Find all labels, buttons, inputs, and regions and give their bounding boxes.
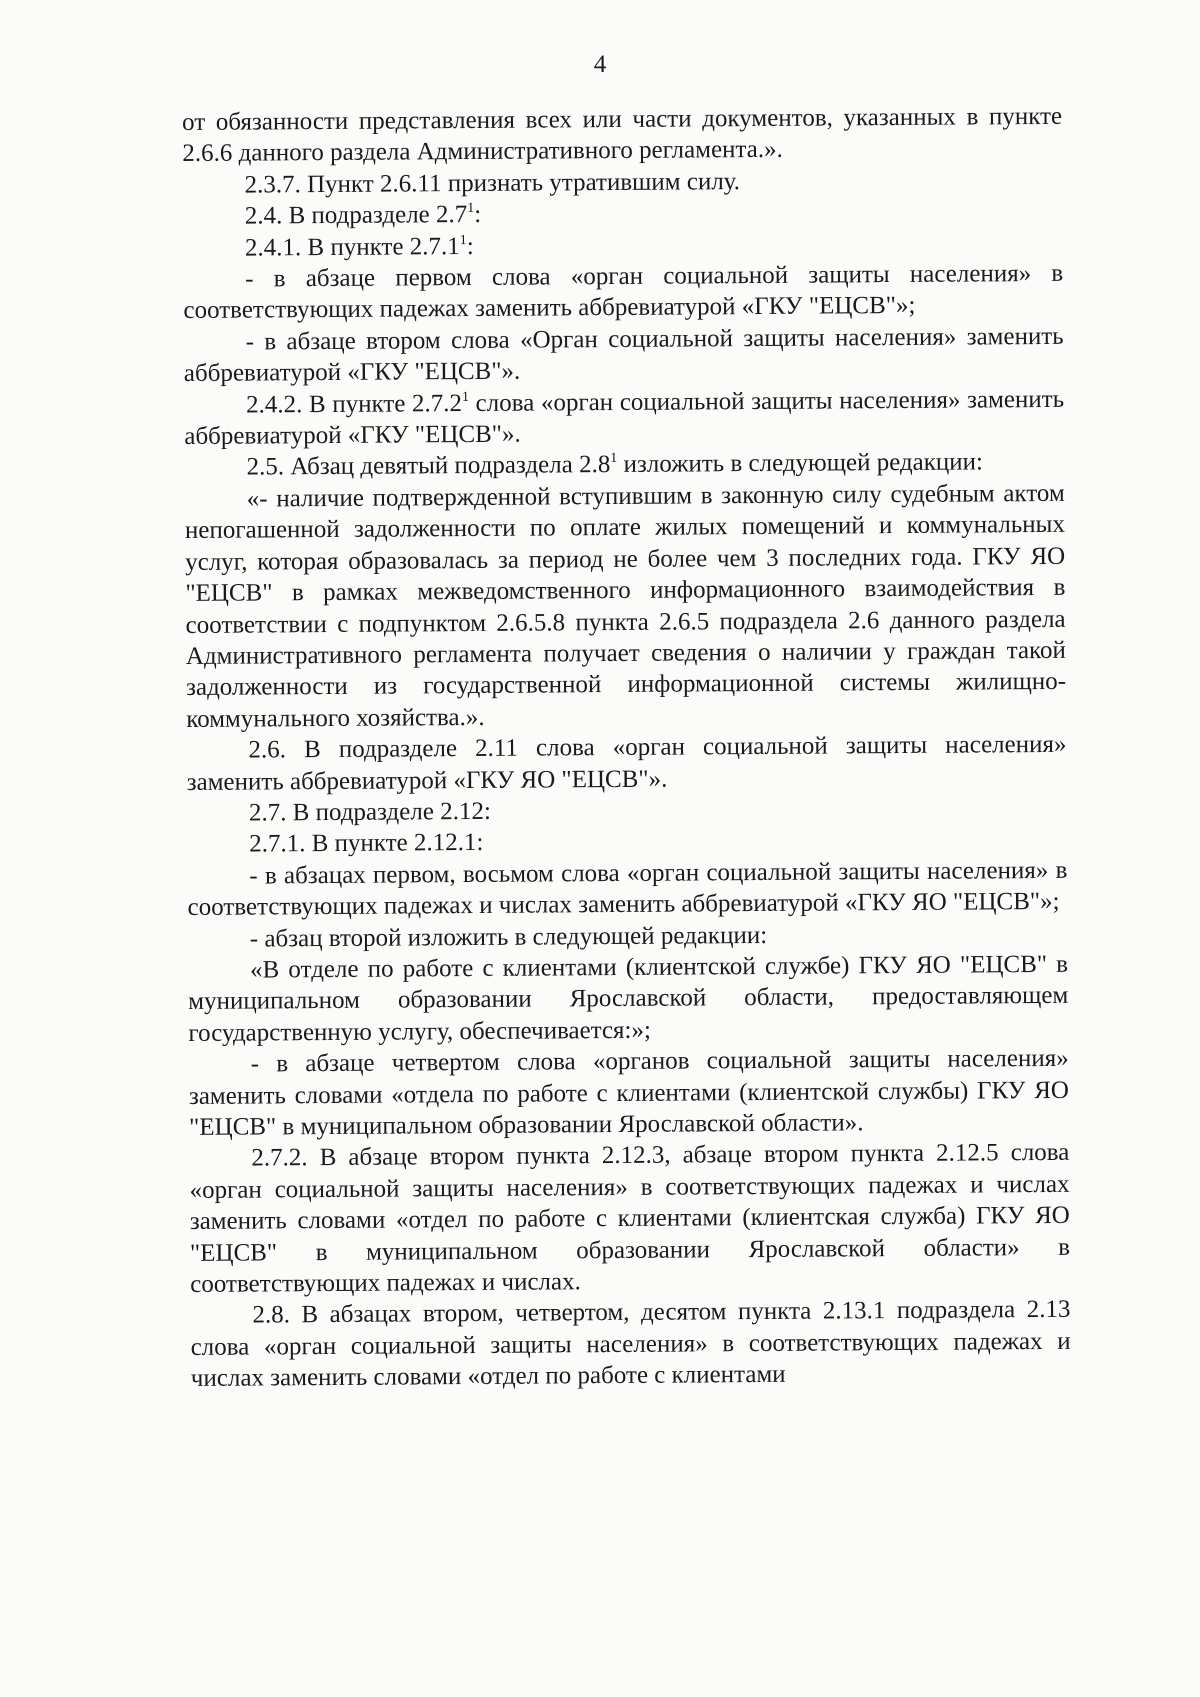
paragraph-p18 bbox=[190, 1294, 1071, 1394]
paragraph-text: 2.3.7. Пункт 2.6.11 признать утратившим силу. bbox=[244, 167, 741, 199]
paragraph-text: - абзац второй изложить в следующей редакции: bbox=[249, 921, 768, 953]
paragraph-p09 bbox=[185, 478, 1067, 735]
paragraph-p10 bbox=[186, 729, 1066, 798]
paragraph-p16 bbox=[189, 1043, 1070, 1143]
paragraph-p06 bbox=[184, 321, 1064, 390]
paragraph-text-continued: : bbox=[466, 232, 474, 260]
paragraph-text-continued: : bbox=[474, 201, 482, 229]
superscript: 1 bbox=[459, 232, 467, 248]
paragraph-p13 bbox=[187, 855, 1067, 924]
page-number: 4 bbox=[593, 51, 607, 78]
paragraph-text: - в абзаце первом слова «орган социальной защиты населения» в соответствующих падежах заменить аббревиатурой «ГКУ "ЕЦСВ"»; bbox=[183, 259, 1064, 325]
paragraph-text: 2.7. В подразделе 2.12: bbox=[248, 797, 491, 827]
paragraph-p05 bbox=[183, 258, 1063, 327]
paragraph-text: 2.4.1. В пункте 2.7.1 bbox=[244, 232, 460, 262]
paragraph-p17 bbox=[189, 1137, 1070, 1300]
paragraph-text-continued: слова «орган социальной защиты населения» заменить аббревиатурой «ГКУ "ЕЦСВ"». bbox=[184, 385, 1065, 451]
paragraph-text: 2.8. В абзацах втором, четвертом, десятом пункта 2.13.1 подраздела 2.13 слова «орган социальной защиты населения» в соответствующих падежах и числах заменить словами «отдел по работе с клиентами bbox=[190, 1296, 1071, 1393]
paragraph-p07 bbox=[184, 384, 1064, 453]
paragraph-text: 2.6. В подразделе 2.11 слова «орган социальной защиты населения» заменить аббревиатурой «ГКУ ЯО "ЕЦСВ"». bbox=[186, 730, 1067, 796]
paragraph-text: «В отделе по работе с клиентами (клиентской службе) ГКУ ЯО "ЕЦСВ" в муниципальном образовании Ярославской области, предоставляющем государственную услугу, обеспечивается:»; bbox=[188, 950, 1069, 1047]
document-body bbox=[182, 101, 1071, 1395]
paragraph-text: 2.4.2. В пункте 2.7.2 bbox=[245, 389, 463, 419]
paragraph-p01 bbox=[182, 101, 1062, 170]
paragraph-text: 2.4. В подразделе 2.7 bbox=[244, 201, 468, 230]
paragraph-text: - в абзаце четвертом слова «органов социальной защиты населения» заменить словами «отдела по работе с клиентами (клиентской службы) ГКУ ЯО "ЕЦСВ" в муниципальном образовании Ярославской области». bbox=[188, 1045, 1069, 1141]
paragraph-p15 bbox=[188, 949, 1069, 1049]
superscript: 1 bbox=[461, 389, 470, 405]
paragraph-text: 2.7.1. В пункте 2.12.1: bbox=[249, 829, 484, 858]
paragraph-text-continued: изложить в следующей редакции: bbox=[617, 448, 984, 479]
paragraph-text: от обязанности представления всех или части документов, указанных в пункте 2.6.6 данного раздела Административного регламента.». bbox=[182, 102, 1063, 168]
paragraph-text: 2.7.2. В абзаце втором пункта 2.12.3, абзаце втором пункта 2.12.5 слова «орган социальной защиты населения» в соответствующих падежах и числах заменить словами «отдел по работе с клиентами (клиентская служба) ГКУ ЯО "ЕЦСВ" в муниципальном образовании Ярославской области» в соответствующих падежах и числах. bbox=[189, 1139, 1071, 1299]
paragraph-text: - в абзацах первом, восьмом слова «орган социальной защиты населения» в соответствующих падежах и числах заменить аббревиатурой «ГКУ ЯО "ЕЦСВ"»; bbox=[187, 856, 1068, 922]
paragraph-text: 2.5. Абзац девятый подраздела 2.8 bbox=[246, 451, 611, 482]
superscript: 1 bbox=[467, 201, 475, 217]
paragraph-text: «- наличие подтвержденной вступившим в законную силу судебным актом непогашенной задолженности по оплате жилых помещений и коммунальных услуг, которая образовалась за период не более чем 3 последних года. ГКУ ЯО "ЕЦСВ" в рамках межведомственного информационного взаимодействия в соответствии с подпунктом 2.6.5.8 пункта 2.6.5 подраздела 2.6 данного раздела Административного регламента получает сведения о наличии у граждан такой задолженности из государственной информационной системы жилищно-коммунального хозяйства.». bbox=[184, 479, 1067, 733]
superscript: 1 bbox=[610, 451, 618, 467]
paragraph-text: - в абзаце втором слова «Орган социальной защиты населения» заменить аббревиатурой «ГКУ "ЕЦСВ"». bbox=[183, 322, 1064, 388]
